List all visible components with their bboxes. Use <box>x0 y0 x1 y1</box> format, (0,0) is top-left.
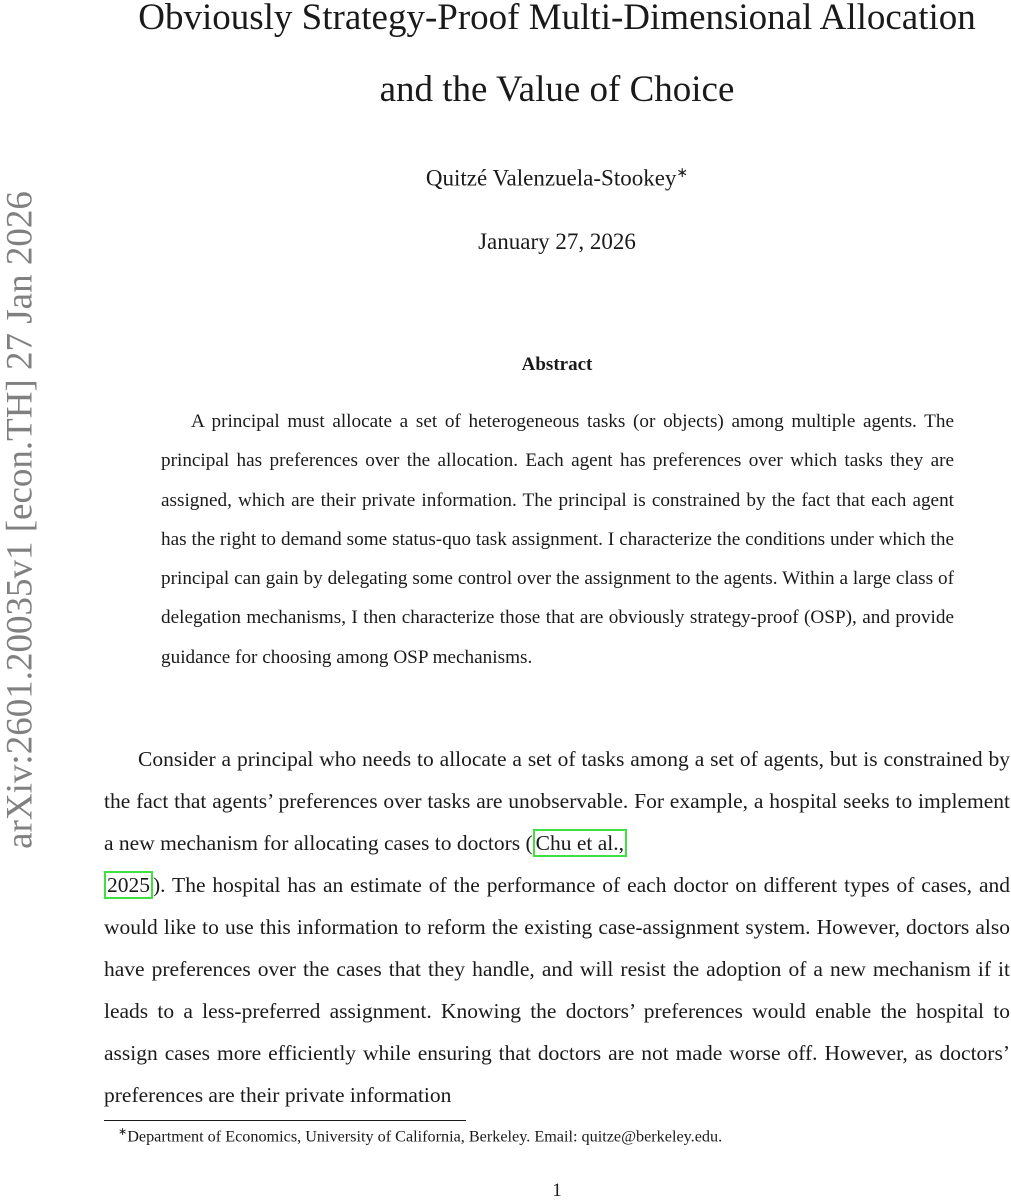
abstract-heading: Abstract <box>521 354 593 375</box>
paper-title <box>100 0 1011 126</box>
footnote-mark: ∗ <box>118 1126 128 1138</box>
citation-link-authors[interactable]: Chu et al., <box>533 829 627 857</box>
footnote-divider <box>104 1120 466 1121</box>
intro-text-part-2: ). The hospital has an estimate of the performance of each doctor on different types of cases, and would like to use this information to reform the existing case-assignment system. However, doctors also have preferences over the cases that they handle, and will resist the adoption of a new mechanism if it leads to a less-preferred assignment. Knowing the doctors’ preferences would enable the hospital to assign cases more efficiently while ensuring that doctors are not made worse off. However, as doctors’ preferences are their private information <box>104 873 1010 1107</box>
footnote <box>118 1125 722 1146</box>
title-line-1: Obviously Strategy-Proof Multi-Dimensional Allocation <box>138 0 976 38</box>
page-number: 1 <box>552 1180 562 1201</box>
abstract-text: A principal must allocate a set of heterogeneous tasks (or objects) among multiple agents. The principal has preferences over the allocation. Each agent has preferences over which tasks they are assigned, which are their private information. The principal is constrained by the fact that each agent has the right to demand some status-quo task assignment. I characterize the conditions under which the principal can gain by delegating some control over the assignment to the agents. Within a large class of delegation mechanisms, I then characterize those that are obviously strategy-proof (OSP), and provide guidance for choosing among OSP mechanisms. <box>161 411 954 668</box>
citation-link-year[interactable]: 2025 <box>104 871 153 899</box>
title-line-2: and the Value of Choice <box>379 69 735 110</box>
arxiv-identifier[interactable]: arXiv:2601.20035v1 [econ.TH] 27 Jan 2026 <box>0 191 41 849</box>
author-name <box>100 165 1011 192</box>
author-footnote-mark[interactable]: ∗ <box>676 166 689 181</box>
footnote-text: Department of Economics, University of California, Berkeley. Email: quitze@berkeley.edu. <box>127 1127 723 1146</box>
intro-text-part-1: Consider a principal who needs to allocate a set of tasks among a set of agents, but is constrained by the fact that agents’ preferences over tasks are unobservable. For example, a hospital seeks to implement a new mechanism for allocating cases to doctors ( <box>104 747 1010 855</box>
intro-paragraph <box>104 738 1010 1116</box>
author-text: Quitzé Valenzuela-Stookey <box>425 165 677 191</box>
paper-date: January 27, 2026 <box>478 229 636 254</box>
